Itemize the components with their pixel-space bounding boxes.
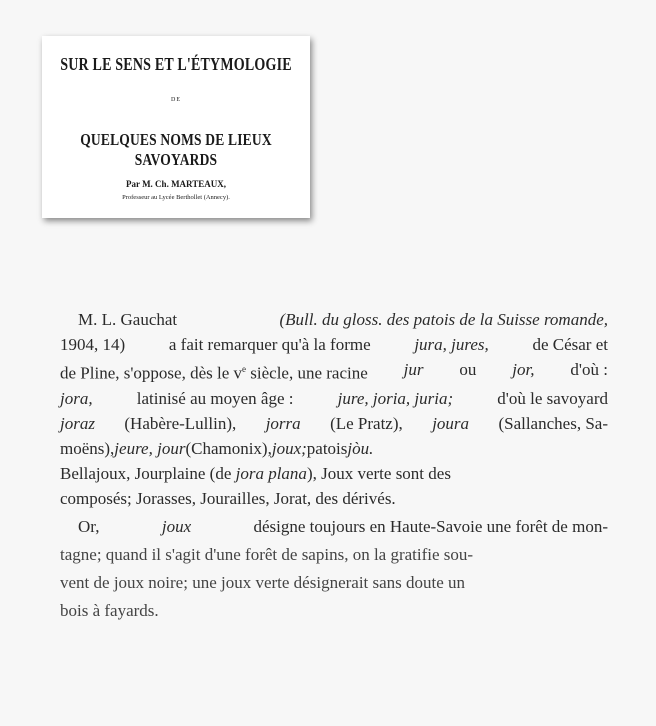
article-title-line2: QUELQUES NOMS DE LIEUX SAVOYARDS (80, 130, 272, 169)
text-segment: M. L. Gauchat (78, 310, 178, 329)
term-italic: joux (161, 516, 192, 536)
term-italic: jura, jures, (414, 335, 489, 354)
text-segment: latinisé au moyen âge : (136, 388, 294, 408)
text-segment: 1904, 14) (60, 335, 126, 354)
term-italic: jur (403, 360, 424, 379)
term-italic: joraz (60, 413, 95, 433)
term-italic: jeure, jour (114, 438, 186, 458)
text-line (60, 486, 608, 511)
text-line (60, 411, 608, 436)
text-segment: bois à fayards. (60, 600, 159, 620)
term-italic: jure, joria, juria; (337, 388, 454, 408)
text-segment: vent de joux noire; une joux verte désignerait sans doute un (60, 572, 466, 592)
text-line (60, 598, 608, 623)
author-line: Par M. Ch. MARTEAUX, (125, 179, 226, 189)
title-connector: DE (171, 97, 181, 103)
citation-italic: (Bull. du gloss. des patois de la Suisse romande, (279, 310, 608, 329)
text-segment: d'où : (570, 360, 608, 379)
term-italic: jòu. (347, 438, 374, 458)
term-italic: jor, (512, 360, 535, 379)
text-segment: ou (459, 360, 477, 379)
text-segment: moëns), (60, 438, 115, 458)
text-segment: (Sallanches, Sa- (498, 413, 608, 433)
text-line (60, 514, 608, 539)
term-italic: jorra (265, 413, 301, 433)
text-segment: (Habère-Lullin), (124, 413, 237, 433)
text-segment: d'où le savoyard (497, 388, 608, 408)
title-card (42, 36, 310, 218)
text-segment: a fait remarquer qu'à la forme (168, 335, 371, 354)
text-segment: (Le Pratz), (330, 413, 403, 433)
term-italic: joux; (271, 438, 307, 458)
article-body (60, 307, 608, 623)
author-affiliation: Professeur au Lycée Berthollet (Annecy). (122, 194, 230, 201)
text-segment: Or, (78, 516, 100, 536)
text-line (60, 542, 608, 567)
article-title-line1: SUR LE SENS ET L'ÉTYMOLOGIE (60, 56, 292, 75)
text-segment: composés; Jorasses, Jourailles, Jorat, des dérivés. (60, 488, 396, 508)
text-segment: patois (306, 438, 348, 458)
text-segment: de Pline, s'oppose, dès le $v^e$ siècle, une racine (60, 363, 368, 383)
text-line (60, 307, 608, 332)
text-line (60, 386, 608, 411)
text-segment: Bellajoux, Jourplaine (de jora plana), Joux verte sont des (60, 463, 451, 483)
term-italic: joura (432, 413, 470, 433)
text-segment: (Chamonix), (185, 438, 272, 458)
text-segment: désigne toujours en Haute-Savoie une forêt de mon- (253, 516, 608, 536)
text-line (60, 332, 608, 357)
text-line (60, 570, 608, 595)
text-segment: de César et (532, 335, 608, 354)
text-line (60, 436, 608, 461)
term-italic: jora, (60, 388, 93, 408)
text-line (60, 357, 608, 386)
text-line (60, 461, 608, 486)
text-segment: tagne; quand il s'agit d'une forêt de sapins, on la gratifie sou- (60, 544, 474, 564)
